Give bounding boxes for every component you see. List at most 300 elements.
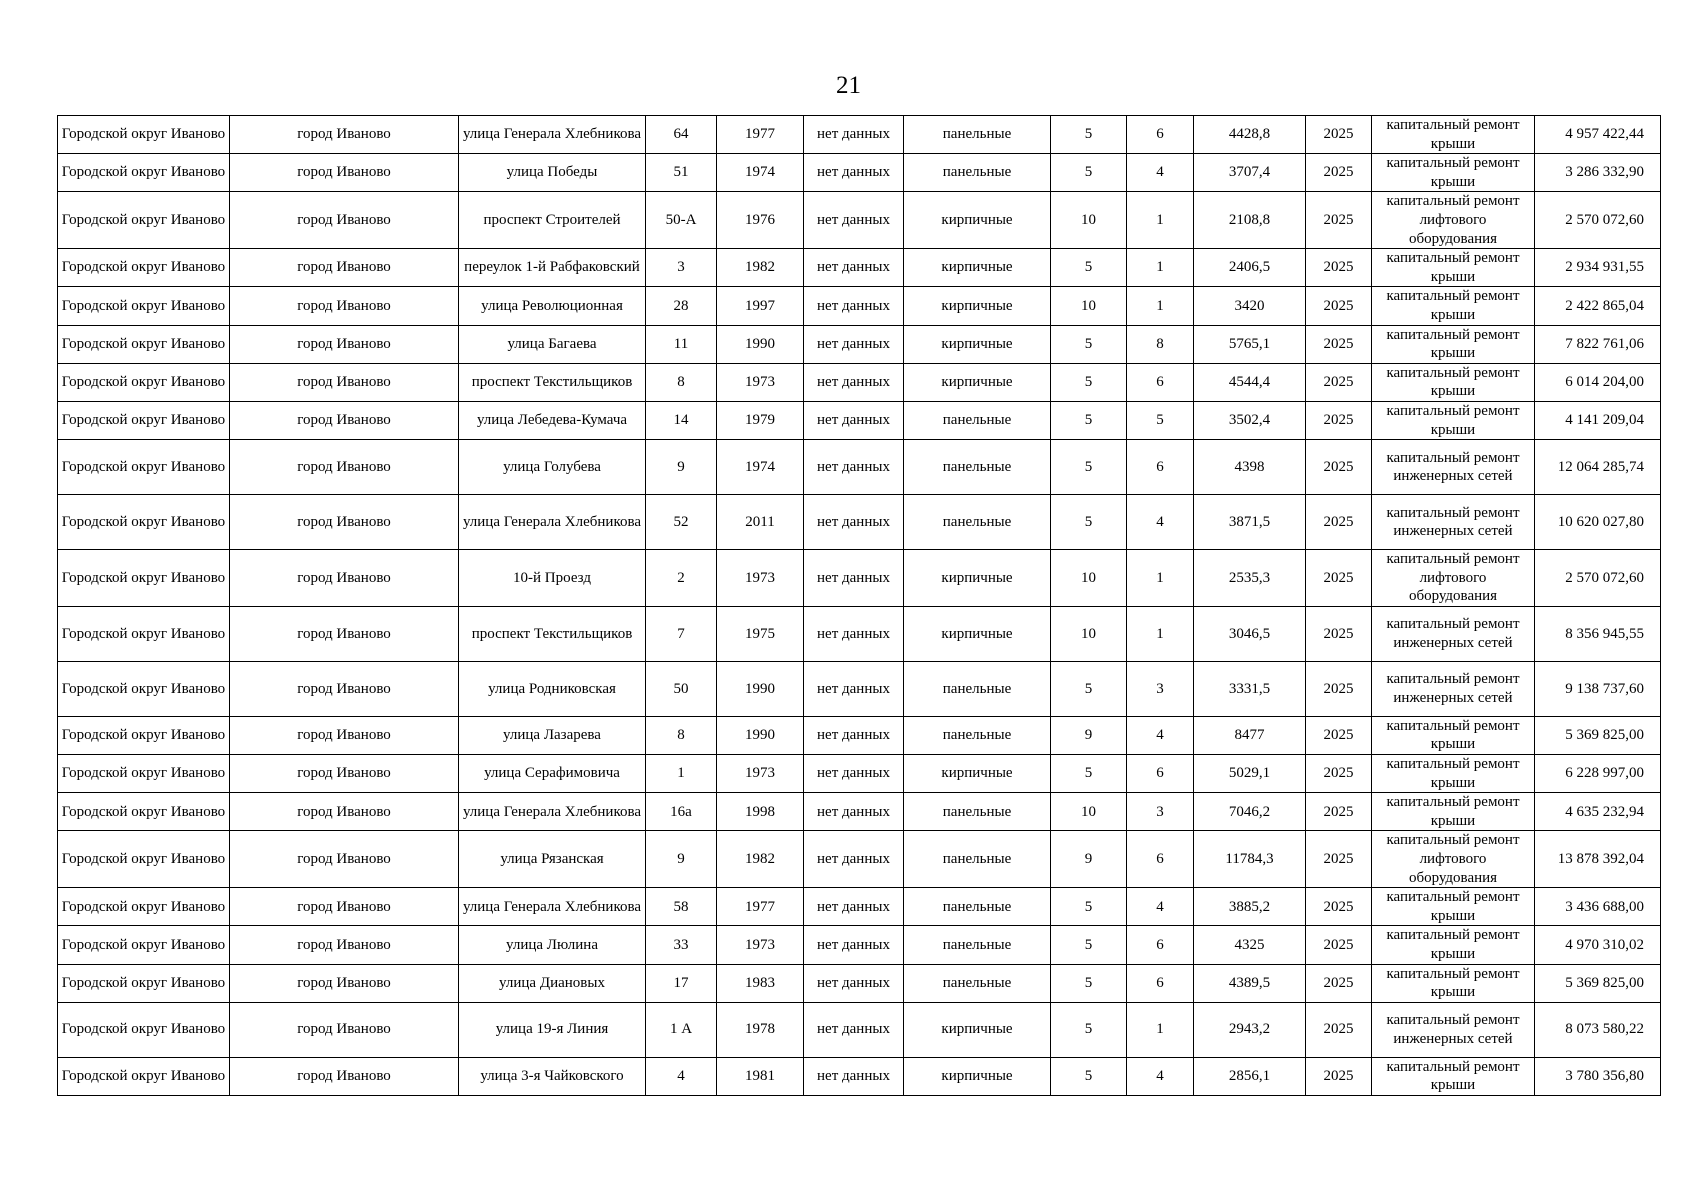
house-number-cell: 9 [646,831,717,888]
work-type-cell: капитальный ремонт лифтового оборудования [1372,831,1535,888]
table-row [58,606,1661,661]
cost-cell: 3 286 332,90 [1535,154,1661,192]
cost-cell: 5 369 825,00 [1535,716,1661,754]
housing-registry-table [57,115,1661,1096]
cost-cell: 12 064 285,74 [1535,440,1661,495]
settlement-cell: город Иваново [230,154,459,192]
cost-cell: 4 635 232,94 [1535,793,1661,831]
cost-cell: 2 934 931,55 [1535,249,1661,287]
construction-year-cell: 1997 [717,287,804,325]
street-cell: улица Диановых [459,964,646,1002]
street-cell: улица Рязанская [459,831,646,888]
planned-year-cell: 2025 [1306,287,1372,325]
street-cell: улица Победы [459,154,646,192]
table-row [58,661,1661,716]
settlement-cell: город Иваново [230,661,459,716]
construction-year-cell: 1974 [717,440,804,495]
construction-year-cell: 1978 [717,1002,804,1057]
settlement-cell: город Иваново [230,831,459,888]
municipal-district-cell: Городской округ Иваново [58,606,230,661]
table-row [58,116,1661,154]
wall-material-cell: кирпичные [904,550,1051,607]
work-type-cell: капитальный ремонт крыши [1372,325,1535,363]
total-area-cell: 3707,4 [1194,154,1306,192]
commissioning-year-cell: нет данных [804,1002,904,1057]
table-row [58,716,1661,754]
municipal-district-cell: Городской округ Иваново [58,287,230,325]
total-area-cell: 7046,2 [1194,793,1306,831]
commissioning-year-cell: нет данных [804,793,904,831]
wall-material-cell: панельные [904,661,1051,716]
commissioning-year-cell: нет данных [804,550,904,607]
floors-cell: 5 [1051,440,1127,495]
settlement-cell: город Иваново [230,606,459,661]
construction-year-cell: 1990 [717,661,804,716]
table-row [58,1057,1661,1095]
construction-year-cell: 1975 [717,606,804,661]
work-type-cell: капитальный ремонт крыши [1372,716,1535,754]
floors-cell: 5 [1051,755,1127,793]
settlement-cell: город Иваново [230,495,459,550]
street-cell: улица Революционная [459,287,646,325]
page-number: 21 [836,72,861,99]
street-cell: улица Генерала Хлебникова [459,495,646,550]
wall-material-cell: кирпичные [904,1002,1051,1057]
work-type-cell: капитальный ремонт инженерных сетей [1372,495,1535,550]
total-area-cell: 3871,5 [1194,495,1306,550]
settlement-cell: город Иваново [230,888,459,926]
entrances-cell: 4 [1127,495,1194,550]
cost-cell: 10 620 027,80 [1535,495,1661,550]
municipal-district-cell: Городской округ Иваново [58,154,230,192]
planned-year-cell: 2025 [1306,401,1372,439]
total-area-cell: 4544,4 [1194,363,1306,401]
construction-year-cell: 1973 [717,755,804,793]
planned-year-cell: 2025 [1306,192,1372,249]
settlement-cell: город Иваново [230,401,459,439]
house-number-cell: 64 [646,116,717,154]
work-type-cell: капитальный ремонт крыши [1372,154,1535,192]
wall-material-cell: панельные [904,926,1051,964]
commissioning-year-cell: нет данных [804,401,904,439]
total-area-cell: 4398 [1194,440,1306,495]
municipal-district-cell: Городской округ Иваново [58,550,230,607]
table-row [58,831,1661,888]
entrances-cell: 5 [1127,401,1194,439]
commissioning-year-cell: нет данных [804,716,904,754]
commissioning-year-cell: нет данных [804,192,904,249]
planned-year-cell: 2025 [1306,964,1372,1002]
cost-cell: 5 369 825,00 [1535,964,1661,1002]
municipal-district-cell: Городской округ Иваново [58,926,230,964]
planned-year-cell: 2025 [1306,793,1372,831]
floors-cell: 5 [1051,1002,1127,1057]
municipal-district-cell: Городской округ Иваново [58,831,230,888]
house-number-cell: 3 [646,249,717,287]
work-type-cell: капитальный ремонт крыши [1372,249,1535,287]
house-number-cell: 4 [646,1057,717,1095]
house-number-cell: 11 [646,325,717,363]
total-area-cell: 4428,8 [1194,116,1306,154]
construction-year-cell: 1981 [717,1057,804,1095]
cost-cell: 4 957 422,44 [1535,116,1661,154]
cost-cell: 2 422 865,04 [1535,287,1661,325]
cost-cell: 9 138 737,60 [1535,661,1661,716]
municipal-district-cell: Городской округ Иваново [58,716,230,754]
work-type-cell: капитальный ремонт крыши [1372,287,1535,325]
planned-year-cell: 2025 [1306,325,1372,363]
commissioning-year-cell: нет данных [804,606,904,661]
entrances-cell: 1 [1127,550,1194,607]
street-cell: улица 3-я Чайковского [459,1057,646,1095]
work-type-cell: капитальный ремонт крыши [1372,1057,1535,1095]
table-row [58,793,1661,831]
total-area-cell: 2535,3 [1194,550,1306,607]
work-type-cell: капитальный ремонт инженерных сетей [1372,661,1535,716]
construction-year-cell: 1973 [717,363,804,401]
entrances-cell: 4 [1127,716,1194,754]
floors-cell: 9 [1051,831,1127,888]
street-cell: переулок 1-й Рабфаковский [459,249,646,287]
street-cell: улица Серафимовича [459,755,646,793]
total-area-cell: 2856,1 [1194,1057,1306,1095]
cost-cell: 2 570 072,60 [1535,550,1661,607]
street-cell: проспект Текстильщиков [459,363,646,401]
cost-cell: 4 141 209,04 [1535,401,1661,439]
street-cell: 10-й Проезд [459,550,646,607]
floors-cell: 5 [1051,888,1127,926]
total-area-cell: 3331,5 [1194,661,1306,716]
construction-year-cell: 1973 [717,550,804,607]
wall-material-cell: панельные [904,793,1051,831]
cost-cell: 3 436 688,00 [1535,888,1661,926]
settlement-cell: город Иваново [230,363,459,401]
construction-year-cell: 1983 [717,964,804,1002]
street-cell: улица Люлина [459,926,646,964]
table-row [58,287,1661,325]
entrances-cell: 4 [1127,888,1194,926]
settlement-cell: город Иваново [230,192,459,249]
commissioning-year-cell: нет данных [804,661,904,716]
house-number-cell: 1 [646,755,717,793]
house-number-cell: 33 [646,926,717,964]
cost-cell: 6 228 997,00 [1535,755,1661,793]
total-area-cell: 4389,5 [1194,964,1306,1002]
floors-cell: 10 [1051,287,1127,325]
work-type-cell: капитальный ремонт инженерных сетей [1372,1002,1535,1057]
municipal-district-cell: Городской округ Иваново [58,325,230,363]
commissioning-year-cell: нет данных [804,495,904,550]
planned-year-cell: 2025 [1306,1057,1372,1095]
work-type-cell: капитальный ремонт крыши [1372,793,1535,831]
construction-year-cell: 1982 [717,249,804,287]
total-area-cell: 3502,4 [1194,401,1306,439]
floors-cell: 9 [1051,716,1127,754]
commissioning-year-cell: нет данных [804,325,904,363]
planned-year-cell: 2025 [1306,440,1372,495]
wall-material-cell: панельные [904,716,1051,754]
total-area-cell: 5765,1 [1194,325,1306,363]
work-type-cell: капитальный ремонт крыши [1372,116,1535,154]
street-cell: проспект Строителей [459,192,646,249]
planned-year-cell: 2025 [1306,249,1372,287]
floors-cell: 5 [1051,154,1127,192]
entrances-cell: 6 [1127,440,1194,495]
entrances-cell: 1 [1127,1002,1194,1057]
planned-year-cell: 2025 [1306,926,1372,964]
municipal-district-cell: Городской округ Иваново [58,661,230,716]
cost-cell: 2 570 072,60 [1535,192,1661,249]
planned-year-cell: 2025 [1306,116,1372,154]
table-row [58,755,1661,793]
house-number-cell: 1 А [646,1002,717,1057]
work-type-cell: капитальный ремонт крыши [1372,888,1535,926]
house-number-cell: 14 [646,401,717,439]
commissioning-year-cell: нет данных [804,440,904,495]
house-number-cell: 9 [646,440,717,495]
house-number-cell: 50 [646,661,717,716]
commissioning-year-cell: нет данных [804,116,904,154]
entrances-cell: 3 [1127,793,1194,831]
municipal-district-cell: Городской округ Иваново [58,440,230,495]
commissioning-year-cell: нет данных [804,287,904,325]
municipal-district-cell: Городской округ Иваново [58,192,230,249]
wall-material-cell: панельные [904,831,1051,888]
total-area-cell: 3420 [1194,287,1306,325]
planned-year-cell: 2025 [1306,1002,1372,1057]
entrances-cell: 8 [1127,325,1194,363]
entrances-cell: 1 [1127,606,1194,661]
table-row [58,926,1661,964]
settlement-cell: город Иваново [230,325,459,363]
house-number-cell: 7 [646,606,717,661]
house-number-cell: 2 [646,550,717,607]
house-number-cell: 52 [646,495,717,550]
work-type-cell: капитальный ремонт крыши [1372,755,1535,793]
commissioning-year-cell: нет данных [804,964,904,1002]
total-area-cell: 2108,8 [1194,192,1306,249]
table-row [58,154,1661,192]
table-row [58,401,1661,439]
cost-cell: 8 073 580,22 [1535,1002,1661,1057]
floors-cell: 5 [1051,325,1127,363]
street-cell: улица Лазарева [459,716,646,754]
wall-material-cell: панельные [904,116,1051,154]
house-number-cell: 17 [646,964,717,1002]
settlement-cell: город Иваново [230,440,459,495]
commissioning-year-cell: нет данных [804,249,904,287]
settlement-cell: город Иваново [230,793,459,831]
house-number-cell: 28 [646,287,717,325]
wall-material-cell: кирпичные [904,606,1051,661]
table-row [58,550,1661,607]
commissioning-year-cell: нет данных [804,363,904,401]
floors-cell: 5 [1051,495,1127,550]
planned-year-cell: 2025 [1306,888,1372,926]
street-cell: улица Генерала Хлебникова [459,116,646,154]
construction-year-cell: 1976 [717,192,804,249]
settlement-cell: город Иваново [230,926,459,964]
work-type-cell: капитальный ремонт лифтового оборудования [1372,550,1535,607]
construction-year-cell: 1974 [717,154,804,192]
settlement-cell: город Иваново [230,1057,459,1095]
wall-material-cell: кирпичные [904,1057,1051,1095]
wall-material-cell: кирпичные [904,192,1051,249]
cost-cell: 4 970 310,02 [1535,926,1661,964]
planned-year-cell: 2025 [1306,755,1372,793]
commissioning-year-cell: нет данных [804,1057,904,1095]
floors-cell: 5 [1051,401,1127,439]
settlement-cell: город Иваново [230,116,459,154]
cost-cell: 8 356 945,55 [1535,606,1661,661]
work-type-cell: капитальный ремонт лифтового оборудования [1372,192,1535,249]
wall-material-cell: панельные [904,964,1051,1002]
cost-cell: 3 780 356,80 [1535,1057,1661,1095]
table-row [58,964,1661,1002]
table-row [58,192,1661,249]
floors-cell: 5 [1051,1057,1127,1095]
table-row [58,440,1661,495]
total-area-cell: 2943,2 [1194,1002,1306,1057]
entrances-cell: 6 [1127,755,1194,793]
commissioning-year-cell: нет данных [804,888,904,926]
total-area-cell: 3046,5 [1194,606,1306,661]
floors-cell: 5 [1051,363,1127,401]
municipal-district-cell: Городской округ Иваново [58,249,230,287]
total-area-cell: 2406,5 [1194,249,1306,287]
planned-year-cell: 2025 [1306,661,1372,716]
street-cell: улица Голубева [459,440,646,495]
table-row [58,888,1661,926]
entrances-cell: 1 [1127,249,1194,287]
floors-cell: 5 [1051,249,1127,287]
settlement-cell: город Иваново [230,249,459,287]
construction-year-cell: 1982 [717,831,804,888]
wall-material-cell: панельные [904,154,1051,192]
municipal-district-cell: Городской округ Иваново [58,888,230,926]
commissioning-year-cell: нет данных [804,926,904,964]
street-cell: улица Родниковская [459,661,646,716]
work-type-cell: капитальный ремонт крыши [1372,964,1535,1002]
municipal-district-cell: Городской округ Иваново [58,363,230,401]
entrances-cell: 6 [1127,116,1194,154]
table-row [58,1002,1661,1057]
construction-year-cell: 1990 [717,716,804,754]
municipal-district-cell: Городской округ Иваново [58,793,230,831]
entrances-cell: 3 [1127,661,1194,716]
cost-cell: 13 878 392,04 [1535,831,1661,888]
total-area-cell: 8477 [1194,716,1306,754]
settlement-cell: город Иваново [230,550,459,607]
wall-material-cell: панельные [904,888,1051,926]
construction-year-cell: 2011 [717,495,804,550]
total-area-cell: 3885,2 [1194,888,1306,926]
planned-year-cell: 2025 [1306,495,1372,550]
table-row [58,325,1661,363]
cost-cell: 7 822 761,06 [1535,325,1661,363]
planned-year-cell: 2025 [1306,831,1372,888]
wall-material-cell: кирпичные [904,287,1051,325]
cost-cell: 6 014 204,00 [1535,363,1661,401]
municipal-district-cell: Городской округ Иваново [58,1057,230,1095]
settlement-cell: город Иваново [230,755,459,793]
construction-year-cell: 1973 [717,926,804,964]
work-type-cell: капитальный ремонт инженерных сетей [1372,440,1535,495]
street-cell: улица Генерала Хлебникова [459,888,646,926]
street-cell: улица 19-я Линия [459,1002,646,1057]
wall-material-cell: кирпичные [904,755,1051,793]
entrances-cell: 6 [1127,363,1194,401]
planned-year-cell: 2025 [1306,716,1372,754]
settlement-cell: город Иваново [230,1002,459,1057]
commissioning-year-cell: нет данных [804,154,904,192]
municipal-district-cell: Городской округ Иваново [58,116,230,154]
wall-material-cell: панельные [904,440,1051,495]
entrances-cell: 6 [1127,831,1194,888]
table-row [58,363,1661,401]
municipal-district-cell: Городской округ Иваново [58,755,230,793]
construction-year-cell: 1977 [717,116,804,154]
wall-material-cell: панельные [904,401,1051,439]
commissioning-year-cell: нет данных [804,755,904,793]
floors-cell: 10 [1051,192,1127,249]
wall-material-cell: кирпичные [904,249,1051,287]
table-row [58,249,1661,287]
settlement-cell: город Иваново [230,716,459,754]
floors-cell: 5 [1051,661,1127,716]
floors-cell: 10 [1051,606,1127,661]
floors-cell: 10 [1051,793,1127,831]
municipal-district-cell: Городской округ Иваново [58,495,230,550]
house-number-cell: 51 [646,154,717,192]
construction-year-cell: 1990 [717,325,804,363]
house-number-cell: 16а [646,793,717,831]
floors-cell: 5 [1051,926,1127,964]
planned-year-cell: 2025 [1306,363,1372,401]
construction-year-cell: 1979 [717,401,804,439]
work-type-cell: капитальный ремонт крыши [1372,363,1535,401]
entrances-cell: 6 [1127,926,1194,964]
settlement-cell: город Иваново [230,287,459,325]
total-area-cell: 5029,1 [1194,755,1306,793]
wall-material-cell: кирпичные [904,325,1051,363]
entrances-cell: 4 [1127,1057,1194,1095]
municipal-district-cell: Городской округ Иваново [58,964,230,1002]
settlement-cell: город Иваново [230,964,459,1002]
work-type-cell: капитальный ремонт крыши [1372,926,1535,964]
house-number-cell: 50-А [646,192,717,249]
floors-cell: 5 [1051,964,1127,1002]
house-number-cell: 8 [646,716,717,754]
street-cell: проспект Текстильщиков [459,606,646,661]
floors-cell: 10 [1051,550,1127,607]
entrances-cell: 4 [1127,154,1194,192]
entrances-cell: 1 [1127,287,1194,325]
entrances-cell: 6 [1127,964,1194,1002]
construction-year-cell: 1998 [717,793,804,831]
total-area-cell: 4325 [1194,926,1306,964]
work-type-cell: капитальный ремонт инженерных сетей [1372,606,1535,661]
work-type-cell: капитальный ремонт крыши [1372,401,1535,439]
house-number-cell: 58 [646,888,717,926]
wall-material-cell: панельные [904,495,1051,550]
total-area-cell: 11784,3 [1194,831,1306,888]
wall-material-cell: кирпичные [904,363,1051,401]
house-number-cell: 8 [646,363,717,401]
street-cell: улица Багаева [459,325,646,363]
street-cell: улица Лебедева-Кумача [459,401,646,439]
construction-year-cell: 1977 [717,888,804,926]
